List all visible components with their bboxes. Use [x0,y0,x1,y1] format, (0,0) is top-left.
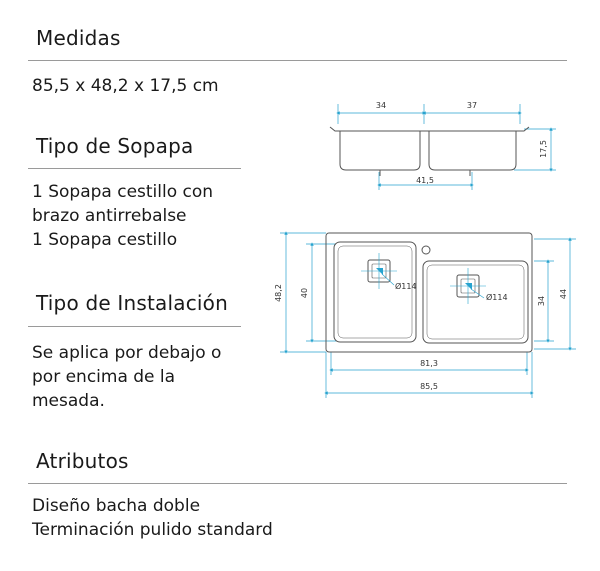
side-view [338,104,556,190]
dim-bottom-span: 41,5 [416,176,434,185]
dim-outer-width: 85,5 [420,382,438,391]
dim-right-width: 37 [466,101,478,110]
dim-inner-width: 81,3 [420,359,438,368]
dim-right-outer-height: 44 [559,288,568,300]
dim-inner-height: 40 [300,287,309,299]
dim-right-inner-height: 34 [537,295,546,307]
right-basin [423,261,528,343]
drain-right-marker [465,283,472,290]
dim-depth: 17,5 [539,140,548,158]
heading-tipo-de-sopapa: Tipo de Sopapa [36,134,194,158]
medidas-value: 85,5 x 48,2 x 17,5 cm [32,76,219,96]
atributos-description: Diseño bacha doble Terminación pulido standard [32,496,273,540]
drain-left-marker [376,268,383,275]
faucet-hole [422,246,430,254]
dim-left-width: 34 [375,101,387,110]
heading-medidas: Medidas [36,26,121,50]
sopapa-description: 1 Sopapa cestillo con brazo antirrebalse 1 Sopapa cestillo [32,182,214,250]
heading-tipo-de-instalacion: Tipo de Instalación [36,291,228,315]
drain-left-label: Ø114 [395,282,417,291]
side-view-outline [330,127,529,176]
drain-right-label: Ø114 [486,293,508,302]
dim-outer-height: 48,2 [274,284,283,302]
instalacion-description: Se aplica por debajo o por encima de la mesada. [32,343,222,411]
heading-atributos: Atributos [36,449,129,473]
left-basin [334,242,416,342]
